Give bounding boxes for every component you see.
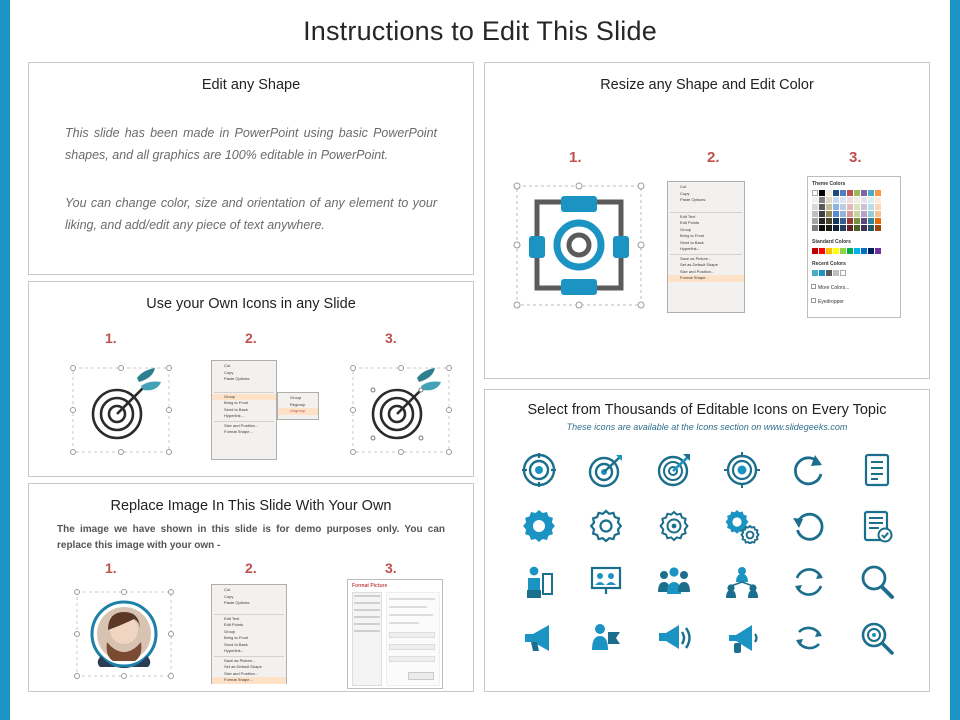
icons-menu-item-format-shape: Format Shape...	[224, 429, 253, 434]
submenu-item-ungroup: Ungroup	[278, 408, 318, 415]
theme-colors-swatches	[812, 190, 881, 231]
resize-step-numbers	[485, 119, 929, 166]
image-step-1-image	[71, 586, 177, 682]
team-network-icon[interactable]	[718, 558, 766, 606]
right-accent-bar	[950, 0, 960, 720]
panel-replace-image	[28, 483, 474, 692]
image-menu-item-send-to-back: Send to Back	[224, 641, 248, 647]
icons-menu-item-send-to-back: Send to Back	[224, 406, 248, 412]
image-menu-item-group: Group	[224, 628, 236, 634]
icons-menu-item-cut: Cut	[224, 363, 231, 368]
resize-step-3-image	[807, 176, 901, 318]
menu-item-size-and-position: Size and Position...	[680, 268, 715, 274]
menu-item-edit-points: Edit Points	[680, 220, 700, 225]
image-menu-item-copy: Copy	[224, 593, 234, 599]
menu-item-set-as-default-shape: Set as Default Shape	[680, 262, 718, 267]
menu-item-group: Group	[680, 226, 692, 232]
menu-item-bring-to-front: Bring to Front	[680, 233, 705, 238]
menu-item-cut: Cut	[680, 184, 687, 189]
panel-edit-any-shape	[28, 62, 474, 275]
gear-settings-icon[interactable]	[650, 502, 698, 550]
target-filled-icon[interactable]	[515, 446, 563, 494]
icons-menu-item-paste-options: Paste Options:	[224, 376, 251, 381]
image-menu-item-edit-text: Edit Text	[224, 615, 240, 621]
image-menu-item-cut: Cut	[224, 587, 231, 592]
standard-colors-swatches	[812, 248, 881, 254]
image-step-2-image	[211, 584, 287, 684]
refresh-circular-icon[interactable]	[785, 502, 833, 550]
edit-shape-paragraph-2: You can change color, size and orientation of any element to your liking, and add/edit any piece of text anywhere.	[65, 195, 437, 232]
edit-shape-paragraph-1: This slide has been made in PowerPoint using basic PowerPoint shapes, and all graphics are 100% editable in PowerPoint.	[65, 126, 437, 162]
announcement-icon[interactable]	[718, 614, 766, 662]
checklist-document-icon[interactable]	[853, 502, 901, 550]
standard-colors-label: Standard Colors	[812, 239, 851, 245]
image-step-3-number: 3.	[385, 560, 397, 576]
resize-step-2-image	[667, 181, 745, 313]
image-step-3-image	[347, 579, 443, 689]
loudspeaker-icon[interactable]	[650, 614, 698, 662]
left-accent-bar	[0, 0, 10, 720]
icons-menu-item-hyperlink: Hyperlink...	[224, 413, 245, 418]
group-people-icon[interactable]	[650, 558, 698, 606]
image-menu-item-paste-options: Paste Options:	[224, 600, 251, 605]
replace-image-description: The image we have shown in this slide is for demo purposes only. You can replace this image with your own -	[57, 524, 445, 551]
page-title: Instructions to Edit This Slide	[303, 16, 657, 46]
person-speaking-icon[interactable]	[582, 614, 630, 662]
icons-menu-item-group: Group	[212, 394, 276, 401]
theme-colors-label: Theme Colors	[812, 181, 846, 187]
menu-item-copy: Copy	[680, 190, 690, 196]
icons-step-2-image	[211, 360, 277, 460]
panel-replace-image-title: Replace Image In This Slide With Your Own	[110, 498, 392, 514]
image-menu-item-edit-points: Edit Points	[224, 622, 244, 627]
icons-menu-item-size-and-position: Size and Position...	[224, 422, 259, 428]
panel-resize-shape	[484, 62, 930, 379]
image-step-2-number: 2.	[245, 560, 257, 576]
panel-icon-library	[484, 389, 930, 692]
submenu-item-group: Group	[290, 395, 302, 400]
resize-step-1-image	[509, 178, 649, 313]
submenu-item-regroup: Regroup	[290, 401, 306, 407]
menu-item-send-to-back: Send to Back	[680, 239, 704, 245]
eyedropper-label: Eyedropper	[818, 299, 844, 305]
panel-icon-library-subtitle: These icons are available at the Icons section on www.slidegeeks.com	[566, 422, 848, 432]
gear-outline-icon[interactable]	[582, 502, 630, 550]
panel-edit-any-shape-title: Edit any Shape	[201, 77, 301, 93]
format-picture-dialog-title: Format Picture	[352, 583, 388, 589]
megaphone-icon[interactable]	[515, 614, 563, 662]
target-arrow-icon[interactable]	[582, 446, 630, 494]
image-menu-item-format-shape: Format Shape...	[212, 677, 286, 684]
more-colors-label: More Colors...	[818, 285, 850, 291]
person-podium-icon[interactable]	[515, 558, 563, 606]
menu-item-hyperlink: Hyperlink...	[680, 246, 701, 251]
target-magnifier-icon[interactable]	[853, 614, 901, 662]
refresh-clockwise-icon[interactable]	[785, 446, 833, 494]
menu-item-save-as-picture: Save as Picture...	[680, 255, 712, 261]
image-menu-item-set-as-default-shape: Set as Default Shape	[224, 664, 262, 669]
target-rings-icon[interactable]	[718, 446, 766, 494]
target-dart-icon[interactable]	[650, 446, 698, 494]
gears-double-icon[interactable]	[718, 502, 766, 550]
recent-colors-swatches	[812, 270, 881, 276]
icons-step-2-submenu	[277, 392, 319, 420]
presentation-people-icon[interactable]	[582, 558, 630, 606]
icons-step-3-image	[347, 362, 455, 458]
menu-item-paste-options: Paste Options:	[680, 197, 707, 202]
icons-step-2-number: 2.	[245, 330, 257, 346]
menu-item-format-shape: Format Shape...	[668, 275, 744, 282]
icons-step-1-image	[67, 362, 175, 458]
icons-step-1-number: 1.	[105, 330, 117, 346]
eyedropper-icon	[811, 298, 816, 303]
icons-step-3-number: 3.	[385, 330, 397, 346]
image-menu-item-size-and-position: Size and Position...	[224, 670, 259, 676]
more-colors-icon	[811, 284, 816, 289]
recent-colors-label: Recent Colors	[812, 261, 846, 267]
image-menu-item-hyperlink: Hyperlink...	[224, 648, 245, 653]
panel-own-icons	[28, 281, 474, 477]
menu-item-edit-text: Edit Text	[680, 213, 696, 219]
icon-library-grid	[505, 446, 911, 662]
resize-step-3-number: 3.	[849, 149, 862, 166]
panel-icon-library-title: Select from Thousands of Editable Icons on Every Topic	[527, 402, 887, 418]
panel-own-icons-title: Use your Own Icons in any Slide	[146, 296, 356, 312]
icons-menu-item-bring-to-front: Bring to Front	[224, 400, 249, 405]
resize-step-2-number: 2.	[707, 149, 720, 166]
sync-arrows-icon[interactable]	[785, 558, 833, 606]
image-menu-item-bring-to-front: Bring to Front	[224, 635, 249, 640]
image-menu-item-save-as-picture: Save as Picture...	[224, 657, 256, 663]
magnifier-icon[interactable]	[853, 558, 901, 606]
document-note-icon[interactable]	[853, 446, 901, 494]
gear-filled-icon[interactable]	[515, 502, 563, 550]
resize-step-1-number: 1.	[569, 149, 582, 166]
icons-menu-item-copy: Copy	[224, 369, 234, 375]
image-step-1-number: 1.	[105, 560, 117, 576]
recycle-arrows-icon[interactable]	[785, 614, 833, 662]
panel-resize-shape-title: Resize any Shape and Edit Color	[600, 77, 814, 93]
